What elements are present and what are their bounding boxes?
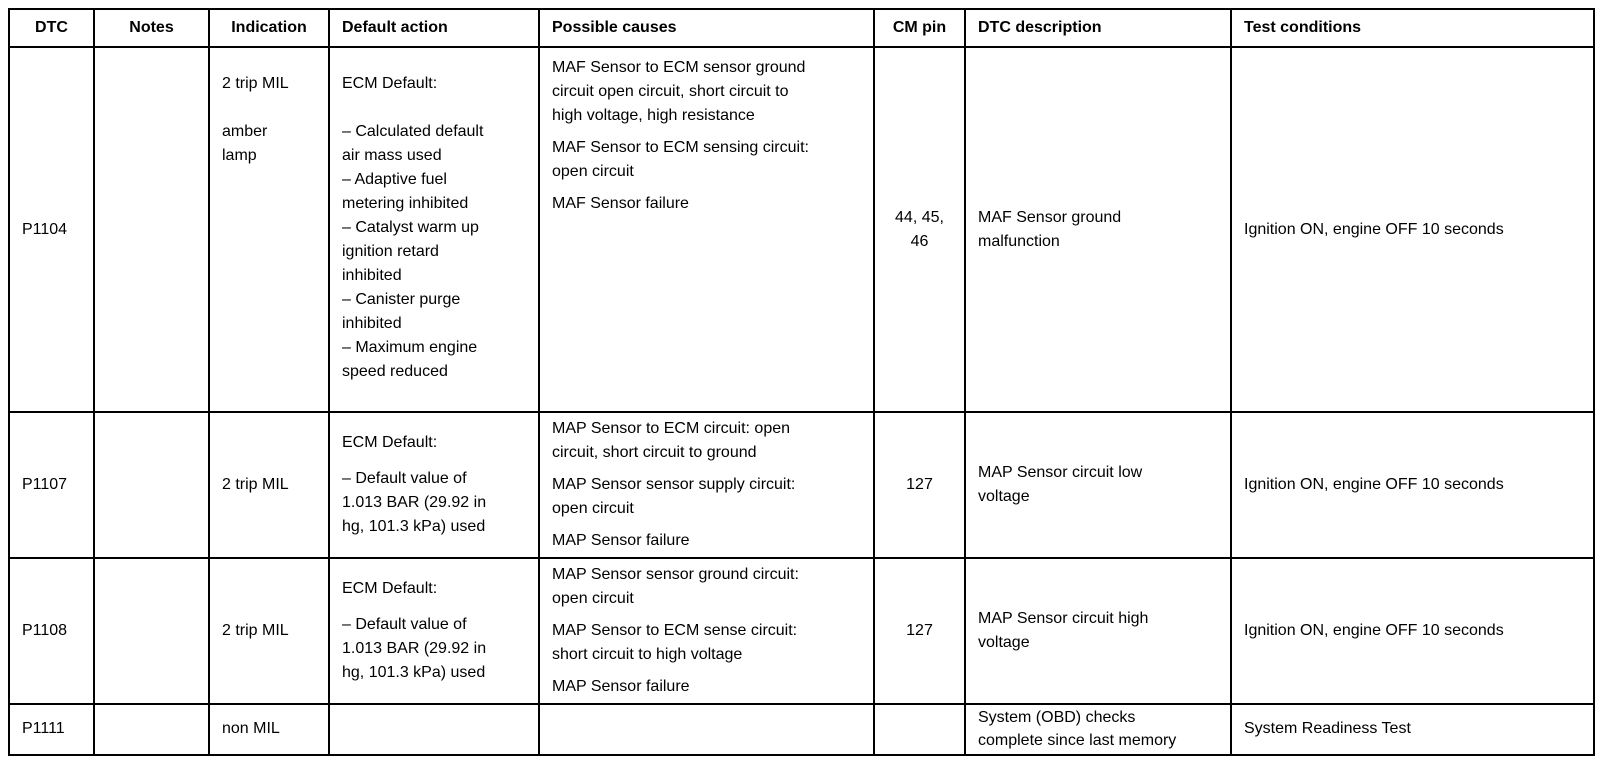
cause-line: MAF Sensor failure <box>552 195 689 212</box>
possible-causes-cell <box>539 47 874 412</box>
test-conditions-cell: Ignition ON, engine OFF 10 seconds <box>1231 558 1594 704</box>
action-line: ignition retard <box>342 243 439 260</box>
action-line: ECM Default: <box>342 434 438 452</box>
indication-line: amber <box>222 123 268 140</box>
indication-cell <box>209 47 329 412</box>
cm-pin-cell <box>874 412 965 558</box>
dtc-description-cell <box>965 47 1231 412</box>
action-line: 1.013 BAR (29.92 in <box>342 494 487 512</box>
cause-line: MAP Sensor failure <box>552 677 690 695</box>
action-line: metering inhibited <box>342 195 469 212</box>
cm-pin-cell <box>874 558 965 704</box>
table-row <box>9 412 1594 558</box>
default-action-cell <box>329 412 539 558</box>
description-line: MAF Sensor ground <box>978 208 1122 226</box>
header-possible-causes: Possible causes <box>539 9 874 47</box>
cause-line: MAP Sensor sensor ground circuit: <box>552 565 799 583</box>
indication-cell <box>209 412 329 558</box>
table-row <box>9 47 1594 412</box>
action-line: – Calculated default <box>342 123 484 140</box>
cause-line: circuit, short circuit to ground <box>552 444 757 462</box>
possible-causes-cell <box>539 412 874 558</box>
action-line: – Catalyst warm up <box>342 219 479 236</box>
test-conditions-cell: System Readiness Test <box>1231 704 1594 755</box>
notes-cell <box>94 412 209 558</box>
possible-causes-cell <box>539 704 874 755</box>
action-line: – Maximum engine <box>342 339 478 356</box>
action-line: hg, 101.3 kPa) used <box>342 518 486 536</box>
cause-line: open circuit <box>552 589 634 607</box>
indication-line: lamp <box>222 147 257 164</box>
cause-line: high voltage, high resistance <box>552 107 755 124</box>
action-line: hg, 101.3 kPa) used <box>342 663 486 681</box>
cause-line: short circuit to high voltage <box>552 645 743 663</box>
dtc-code: P1104 <box>9 47 94 412</box>
indication-line: non MIL <box>222 720 280 738</box>
notes-cell <box>94 704 209 755</box>
cm-pin-line: 127 <box>906 476 933 494</box>
action-line: ECM Default: <box>342 75 438 92</box>
header-row <box>9 9 1594 47</box>
dtc-code: P1107 <box>9 412 94 558</box>
action-line: air mass used <box>342 147 442 164</box>
dtc-code: P1108 <box>9 558 94 704</box>
description-line: System (OBD) checks <box>978 709 1136 727</box>
indication-cell <box>209 704 329 755</box>
description-line: MAP Sensor circuit high <box>978 609 1149 627</box>
cause-line: circuit open circuit, short circuit to <box>552 83 789 100</box>
action-line: inhibited <box>342 315 402 332</box>
indication-line: 2 trip MIL <box>222 75 289 92</box>
cm-pin-line: 46 <box>910 232 929 250</box>
cm-pin-line: 127 <box>906 621 933 639</box>
indication-line: 2 trip MIL <box>222 476 289 494</box>
dtc-code: P1111 <box>9 704 94 755</box>
cause-line: MAP Sensor failure <box>552 532 690 550</box>
header-test-conditions: Test conditions <box>1231 9 1594 47</box>
action-line: inhibited <box>342 267 402 284</box>
table-row <box>9 558 1594 704</box>
dtc-description-cell <box>965 412 1231 558</box>
action-line: 1.013 BAR (29.92 in <box>342 639 487 657</box>
default-action-cell <box>329 704 539 755</box>
dtc-description-cell <box>965 704 1231 755</box>
action-line: – Default value of <box>342 615 467 633</box>
header-default-action: Default action <box>329 9 539 47</box>
header-dtc: DTC <box>9 9 94 47</box>
cause-line: MAF Sensor to ECM sensor ground <box>552 59 806 76</box>
dtc-table <box>8 8 1595 756</box>
default-action-cell <box>329 47 539 412</box>
action-line: – Default value of <box>342 470 467 488</box>
cm-pin-cell <box>874 704 965 755</box>
cause-line: open circuit <box>552 163 634 180</box>
cm-pin-line: 44, 45, <box>895 208 944 226</box>
possible-causes-cell <box>539 558 874 704</box>
action-line: speed reduced <box>342 363 448 380</box>
indication-line: 2 trip MIL <box>222 621 289 639</box>
cause-line: open circuit <box>552 500 634 518</box>
notes-cell <box>94 558 209 704</box>
test-conditions-cell: Ignition ON, engine OFF 10 seconds <box>1231 412 1594 558</box>
cause-line: MAP Sensor to ECM sense circuit: <box>552 621 798 639</box>
cause-line: MAP Sensor sensor supply circuit: <box>552 476 796 494</box>
cause-line: MAP Sensor to ECM circuit: open <box>552 420 791 438</box>
description-line: MAP Sensor circuit low <box>978 464 1143 482</box>
description-line: malfunction <box>978 232 1060 250</box>
header-dtc-description: DTC description <box>965 9 1231 47</box>
indication-cell <box>209 558 329 704</box>
table-row <box>9 704 1594 755</box>
default-action-cell <box>329 558 539 704</box>
action-line: – Adaptive fuel <box>342 171 447 188</box>
header-cm-pin: CM pin <box>874 9 965 47</box>
action-line: – Canister purge <box>342 291 461 308</box>
dtc-description-cell <box>965 558 1231 704</box>
notes-cell <box>94 47 209 412</box>
description-line: voltage <box>978 488 1030 506</box>
cm-pin-cell <box>874 47 965 412</box>
header-indication: Indication <box>209 9 329 47</box>
test-conditions-cell: Ignition ON, engine OFF 10 seconds <box>1231 47 1594 412</box>
description-line: voltage <box>978 633 1030 651</box>
header-notes: Notes <box>94 9 209 47</box>
action-line: ECM Default: <box>342 579 438 597</box>
description-line: complete since last memory <box>978 732 1177 750</box>
cause-line: MAF Sensor to ECM sensing circuit: <box>552 139 809 156</box>
